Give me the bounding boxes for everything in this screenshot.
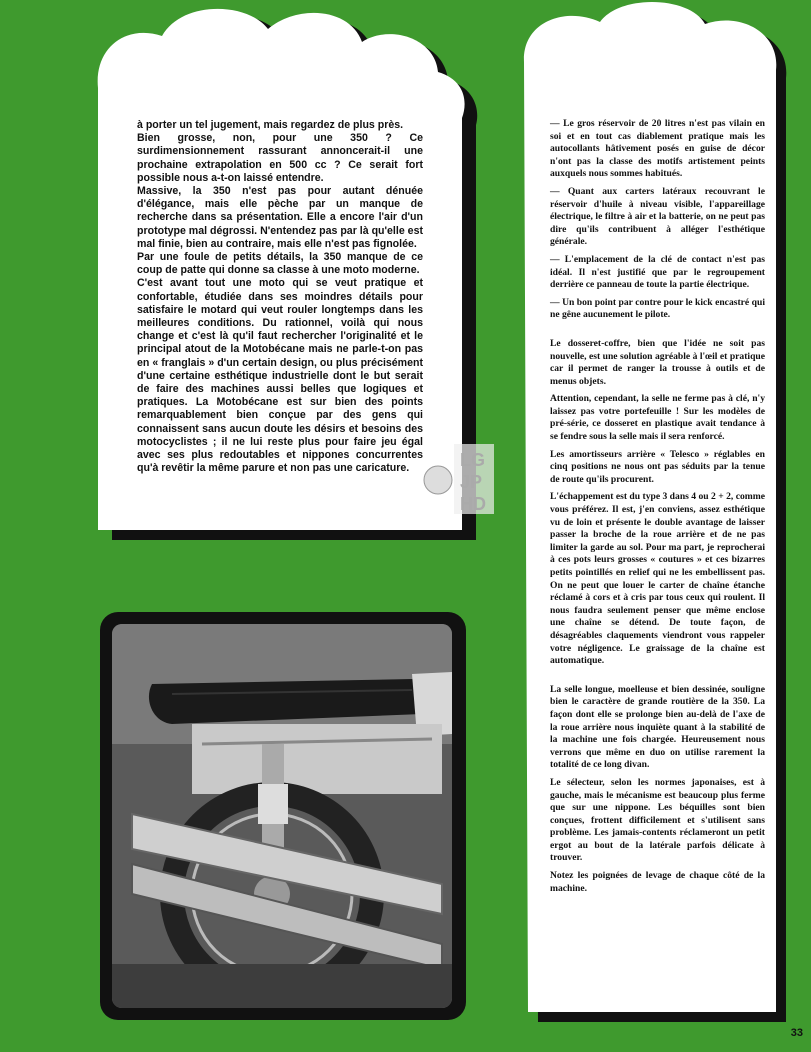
left-paragraph: à porter un tel jugement, mais regardez de plus près. [137, 119, 404, 131]
left-article-column [137, 119, 423, 475]
right-paragraph: Le dosseret-coffre, bien que l'idée ne soit pas nouvelle, est une solution agréable à l'œil et pratique car il permet de ranger la trousse à outils et de menus objets. [550, 337, 765, 387]
left-paragraph: Bien grosse, non, pour une 350 ? Ce surdimensionnement rassurant annoncerait-il une prochaine extrapolation en 500 cc ? Ce serait fort possible nous a-t-on laissé entendre. [137, 132, 423, 184]
left-paragraph: Massive, la 350 n'est pas pour autant dénuée d'élégance, mais elle pèche par un manque de recherche dans sa présentation. Elle a encore l'air d'un prototype mal dégrossi. N'entendez pas par là qu'elle est mal finie, bien au contraire, mais elle n'est pas fignolée. [137, 185, 423, 250]
svg-text:LG: LG [460, 450, 485, 470]
watermark-logo [420, 440, 500, 518]
right-paragraph: — Un bon point par contre pour le kick encastré qui ne gêne aucunement le pilote. [550, 296, 765, 321]
right-paragraph: La selle longue, moelleuse et bien dessinée, souligne bien le caractère de grande routière de la 350. La façon dont elle se prolonge bien au-delà de l'axe de la roue arrière nous inquiète quant à la stabilité de la machine une fois chargée. Heureusement nous verrons que même en duo on utilise rarement la totalité de ce long divan. [550, 683, 765, 771]
right-paragraph: — L'emplacement de la clé de contact n'est pas idéal. Il n'est justifié que par le regroupement derrière ce panneau de toute la partie électrique. [550, 253, 765, 291]
left-paragraph: C'est avant tout une moto qui se veut pratique et confortable, étudiée dans ses moindres détails pour satisfaire le motard qui veut rouler longtemps dans les meilleures conditions. Du rationnel, voilà qui nous change et c'est là qu'il faut rechercher l'originalité et le principal atout de la Motobécane mais ne parle-t-on pas en « franglais » d'un certain design, ou plus précisément d'une certaine esthétique industrielle dont le but serait de faire des machines aussi belles que logiques et pratiques. La Motobécane est sur bien des points remarquablement bien conçue par des gens qui connaissent sans aucun doute les désirs et besoins des motocyclistes ; il ne lui reste plus pour faire jeu égal avec ses plus redoutables et nippones concurrentes qu'à revêtir la même parure et non pas une caricature. [137, 277, 423, 475]
left-paragraph: Par une foule de petits détails, la 350 manque de ce coup de patte qui donne sa classe à une moto moderne. [137, 251, 423, 277]
motorcycle-photo [112, 624, 452, 1008]
right-paragraph: — Le gros réservoir de 20 litres n'est pas vilain en soi et en tout cas diablement pratique mais les autocollants hâtivement posés en guise de décor n'ont pas la classe des motifs artistement peints auxquels nous sommes habitués. [550, 118, 765, 180]
right-paragraph: Le sélecteur, selon les normes japonaises, est à gauche, mais le mécanisme est beaucoup plus ferme que sur une nippone. Les béquilles sont bien conçues, frottent difficilement et s'utilisent sans problème. Les jamais-contents réclameront un petit ergot au bout de la latérale parfois délicate à trouver. [550, 776, 765, 864]
right-article-column [550, 118, 765, 900]
right-paragraph: Attention, cependant, la selle ne ferme pas à clé, n'y laissez pas votre portefeuille ! Sur les modèles de pré-série, ce dosseret en plastique avait tendance à se fendre sous la selle mais il sera renforcé. [550, 393, 765, 443]
right-paragraph: — Quant aux carters latéraux recouvrant le réservoir d'huile à niveau visible, l'appareillage électrique, le filtre à air et la batterie, on ne peut pas dire qu'ils contribuent à alléger l'esthétique générale. [550, 185, 765, 248]
svg-text:HD: HD [460, 494, 486, 514]
motorcycle-illustration [112, 624, 452, 1008]
right-paragraph: Notez les poignées de levage de chaque côté de la machine. [550, 870, 765, 894]
page-number: 33 [790, 1027, 803, 1039]
motorcycle-photo-frame [100, 612, 466, 1020]
right-paragraph: Les amortisseurs arrière « Telesco » réglables en cinq positions ne nous ont pas séduits par la tenue de route qu'ils procurent. [550, 448, 765, 485]
right-paragraph: L'échappement est du type 3 dans 4 ou 2 + 2, comme vous préférez. Il est, j'en conviens, assez esthétique vu de loin et présente le double avantage de laisser passer la broche de la roue arrière et de ne pas limiter la garde au sol. Pour ma part, je reprocherai à ces pots leurs grosses « coutures » et ces bizarres petits pointillés en relief qui ne les embellissent pas. On ne peut que louer le carter de chaîne étanche réclamé à cors et à cris par tous ceux qui roulent. Il nous faudra seulement penser que même enclose une chaîne se détend. De toute façon, de désagréables claquements viendront vous rappeler votre négligence. Le graissage de la chaîne est automatique. [550, 491, 765, 667]
svg-text:JP: JP [460, 472, 483, 492]
